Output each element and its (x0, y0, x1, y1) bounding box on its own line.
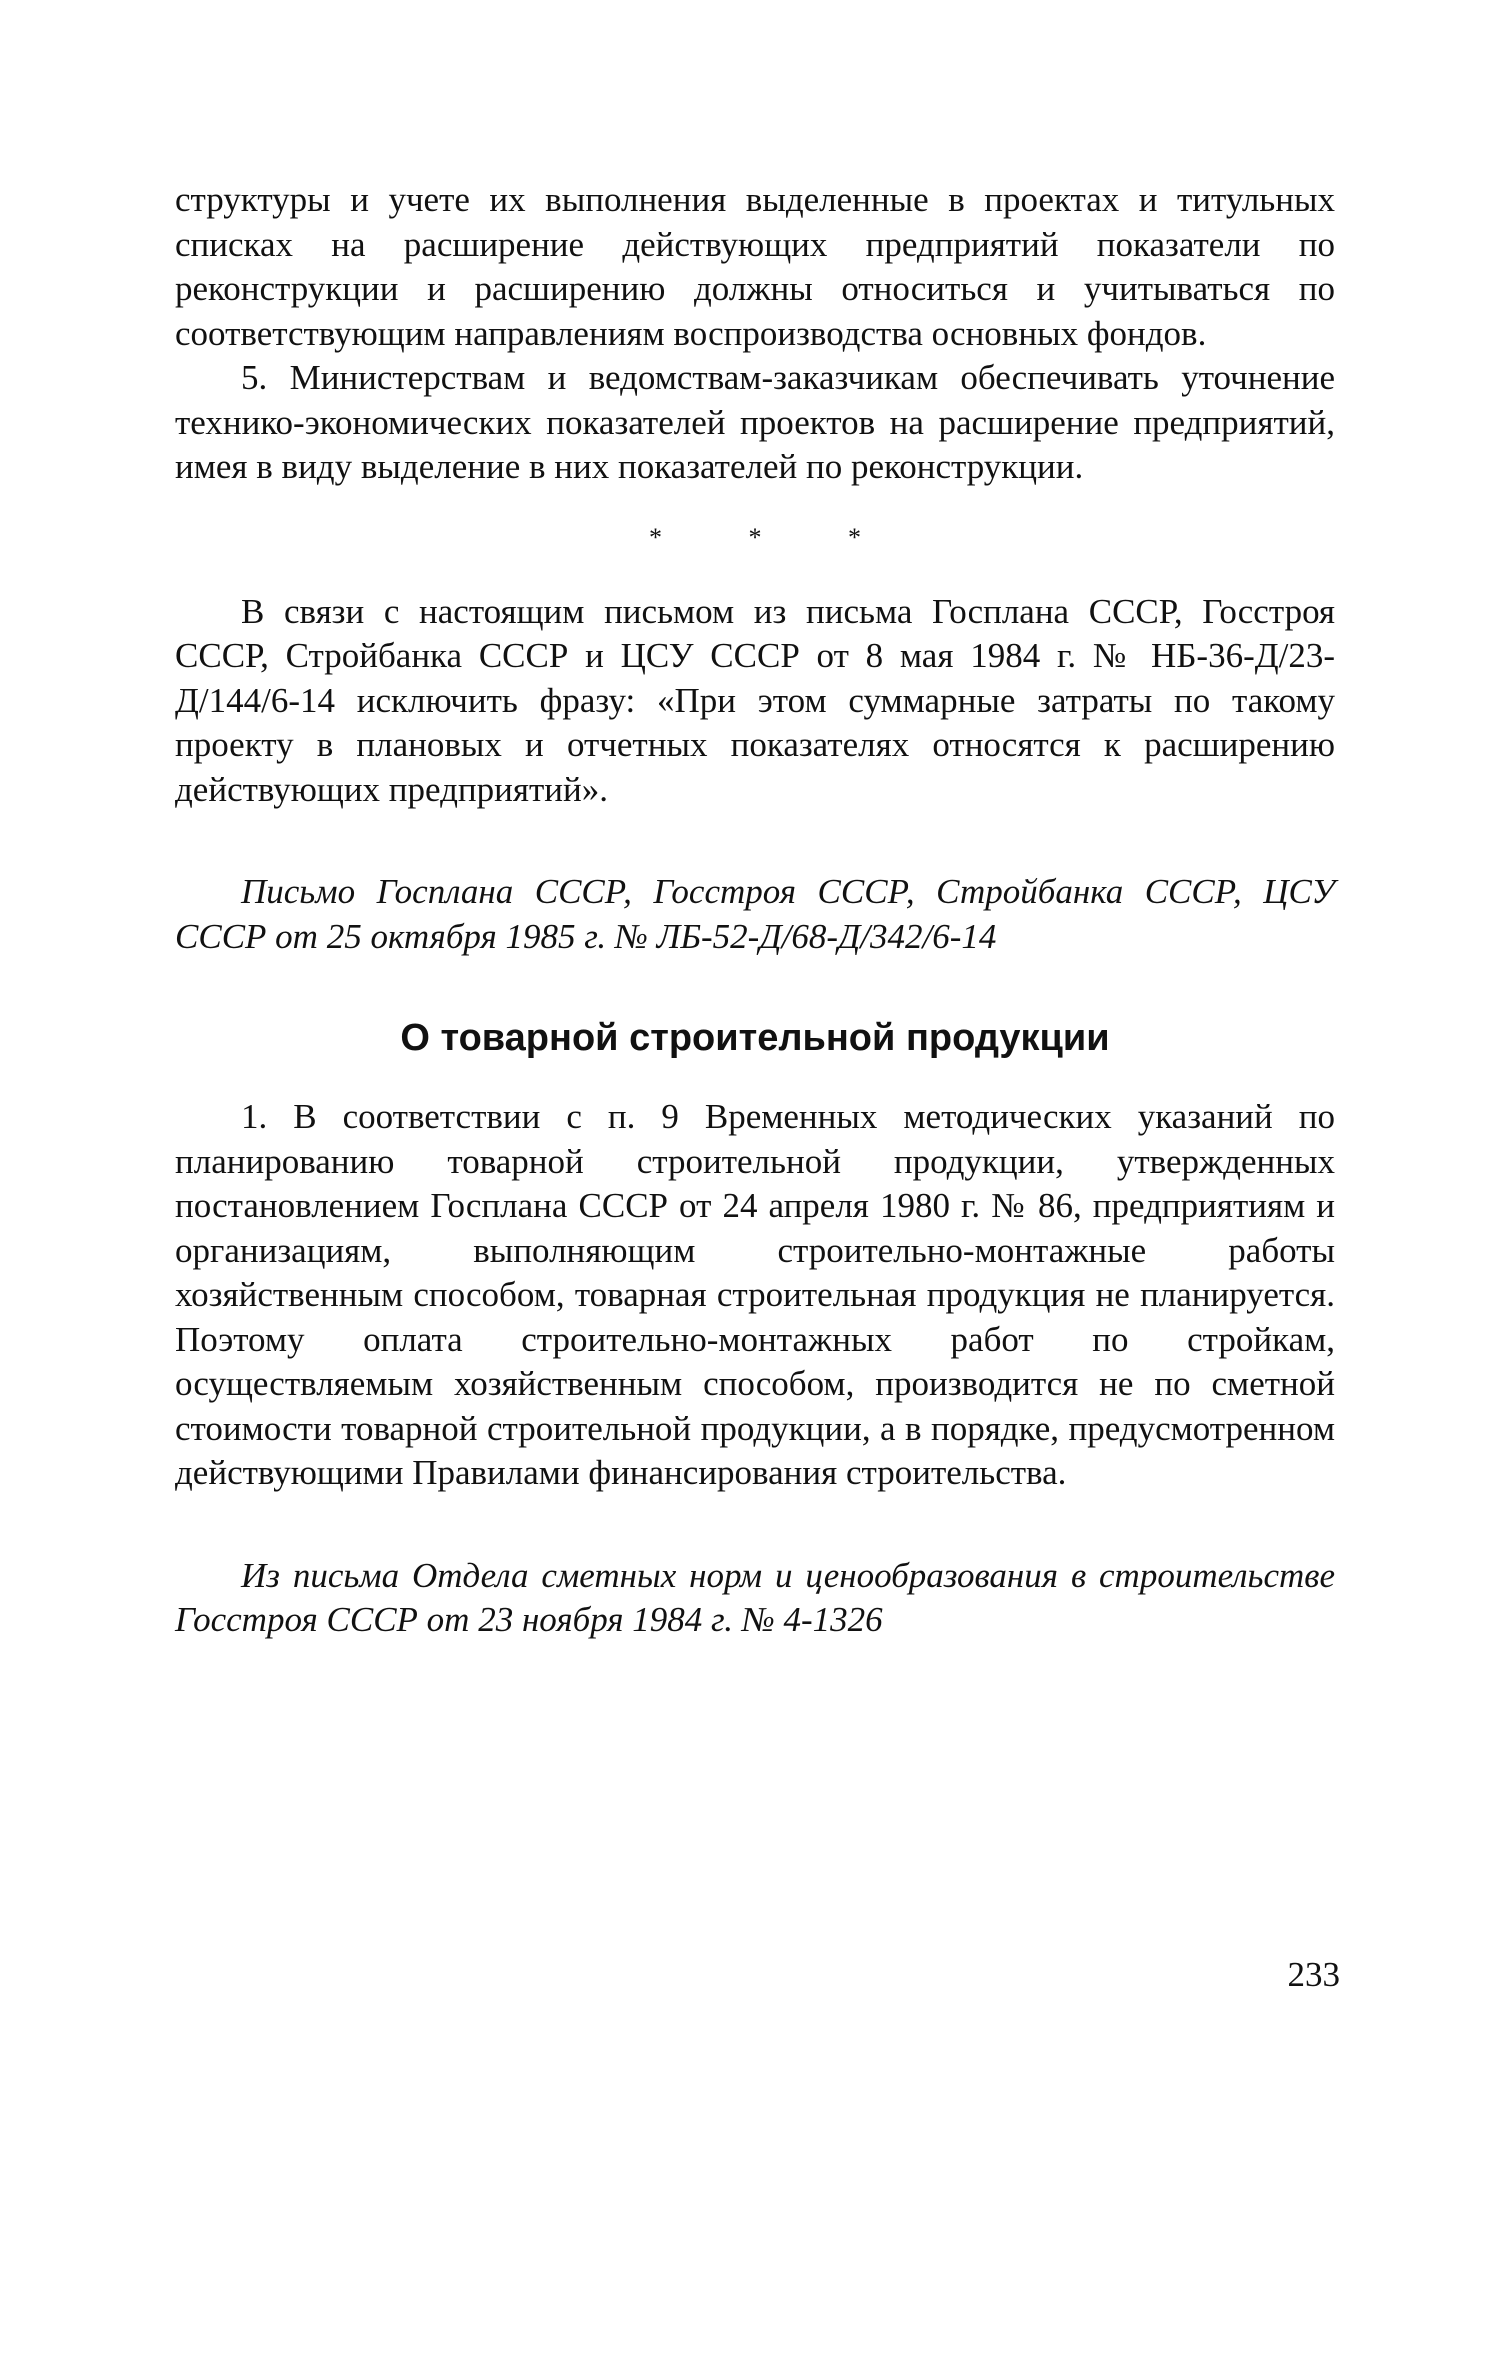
section-heading: О товарной строительной продукции (400, 1017, 1110, 1059)
paragraph-continuation: структуры и учете их выполнения выделенные в проектах и титульных списках на расширение действующих предприятий показатели по реконструкции и расширению должны относиться и учитываться по соответствующим направлениям воспроизводства основных фондов. (175, 180, 1335, 353)
source-citation-2: Из письма Отдела сметных норм и ценообразования в строительстве Госстроя СССР от 23 ноября 1984 г. № 4-1326 (175, 1555, 1335, 1639)
section-separator: * * * (649, 522, 901, 552)
paragraph-amendment: В связи с настоящим письмом из письма Госплана СССР, Госстроя СССР, Стройбанка СССР и ЦСУ СССР от 8 мая 1984 г. № НБ-36-Д/23-Д/144/6-14 исключить фразу: «При этом суммарные затраты по такому проекту в плановых и отчетных показателях относятся к расширению действующих предприятий». (175, 591, 1335, 809)
source-citation-1: Письмо Госплана СССР, Госстроя СССР, Стройбанка СССР, ЦСУ СССР от 25 октября 1985 г. № ЛБ-52-Д/68-Д/342/6-14 (175, 872, 1335, 956)
paragraph-item-5: 5. Министерствам и ведомствам-заказчикам обеспечивать уточнение технико-экономических показателей проектов на расширение предприятий, имея в виду выделение в них показателей по реконструкции. (175, 358, 1335, 486)
page-content (175, 178, 1335, 1643)
paragraph-item-1: 1. В соответствии с п. 9 Временных методических указаний по планированию товарной строительной продукции, утвержденных постановлением Госплана СССР от 24 апреля 1980 г. № 86, предприятиям и организациям, выполняющим строительно-монтажные работы хозяйственным способом, товарная строительная продукция не планируется. Поэтому оплата строительно-монтажных работ по стройкам, осуществляемым хозяйственным способом, производится не по сметной стоимости товарной строительной продукции, а в порядке, предусмотренном действующими Правилами финансирования строительства. (175, 1097, 1335, 1492)
page-number: 233 (1287, 1955, 1340, 1994)
